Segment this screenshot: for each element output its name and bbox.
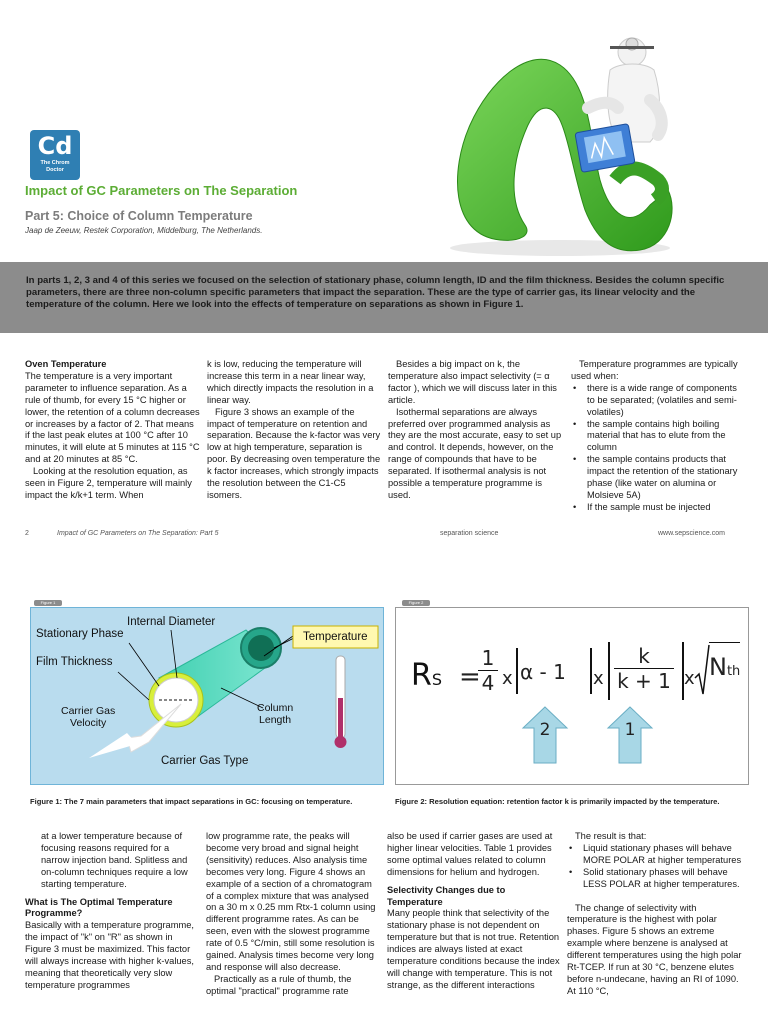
- paragraph: The temperature is a very important parameter to influence separation. As a rule of thumb, for every 15 °C higher or lower, the retention of a column decreases or increases by a factor of 2. That means if the last peak elutes at 100 °C after 10 minutes, it will elute at 5 minutes at 115 °C and at 20 minutes at 85 °C.: [25, 370, 200, 465]
- eq-n-term: Nth: [709, 642, 740, 681]
- paragraph: Looking at the resolution equation, as seen in Figure 2, temperature will mainly impact the k/k+1 term. When: [25, 466, 192, 500]
- figure-2-caption: Figure 2: Resolution equation: retention factor k is primarily impacted by the temperature.: [395, 797, 720, 806]
- label-column-length: Column Length: [257, 702, 294, 726]
- label-stationary-phase: Stationary Phase: [36, 628, 124, 640]
- list-item: • there is a wide range of components to be separated; (volatiles and semi-volatiles): [571, 383, 743, 419]
- label-film-thickness: Film Thickness: [36, 656, 113, 668]
- paragraph: at a lower temperature because of focusing reasons required for a narrow injection band. Splitless and on-column techniques require a low starting temperature.: [41, 831, 188, 889]
- p3-column-4: [567, 831, 745, 998]
- intro-text: In parts 1, 2, 3 and 4 of this series we focused on the selection of stationary phase, column length, ID and the film thickness. Besides the column specific parameters, there are three non-column specific parameters that impact the separation. These are the type of carrier gas, its linear velocity and the temperature of the column. Here we look into the effects of temperature on separations as shown in Figure 1.: [26, 275, 725, 310]
- section-heading: Oven Temperature: [25, 359, 107, 369]
- bullet-list: [571, 383, 743, 514]
- chrom-doctor-logo: Cd The Chrom Doctor: [30, 130, 80, 180]
- paragraph: Basically with a temperature programme, the impact of "k" on "R" as shown in Figure 3 must be maximized. This factor will always increase with higher k-values, meaning that theoretically very slow temperature programmes: [25, 920, 194, 990]
- article-title: Impact of GC Parameters on The Separation: [25, 183, 298, 198]
- page-number: 2: [25, 530, 29, 537]
- website-url: www.sepscience.com: [658, 530, 725, 537]
- arrow-label-2: 2: [539, 720, 551, 740]
- intro-band: [0, 262, 768, 333]
- eq-times-1: x: [502, 668, 513, 689]
- alpha-doctor-illustration: [440, 30, 700, 262]
- figure-2-tag: Figure 2: [402, 600, 430, 606]
- paragraph: also be used if carrier gases are used at higher linear velocities. Table 1 provides some optimal values related to column dimensions for helium and hydrogen.: [387, 831, 553, 877]
- paragraph: Practically as a rule of thumb, the optimal "practical" programme rate: [206, 973, 352, 996]
- running-title: Impact of GC Parameters on The Separation: Part 5: [57, 530, 219, 537]
- figure-1-tag: Figure 1: [34, 600, 62, 606]
- paragraph: Many people think that selectivity of the stationary phase is not dependent on temperature but that is not true. Retention indices are always listed at exact temperature conditions because the index will change with temperature. This is not strange, as the different interactions: [387, 908, 560, 990]
- paragraph: Temperature programmes are typically used when:: [571, 359, 738, 381]
- eq-equals: =: [459, 662, 481, 692]
- brand-name: separation science: [440, 530, 499, 537]
- eq-fraction: 1 4: [478, 646, 498, 695]
- p2-column-2: [207, 359, 382, 502]
- arrow-label-1: 1: [624, 720, 636, 740]
- eq-times-2: x: [593, 668, 604, 689]
- label-carrier-gas-type: Carrier Gas Type: [161, 755, 249, 767]
- p3-column-1: [25, 831, 200, 992]
- list-item: • Liquid stationary phases will behave MORE POLAR at higher temperatures: [567, 843, 745, 867]
- eq-rs: RS: [411, 658, 443, 693]
- figure-1-column-diagram: [30, 607, 384, 785]
- paragraph: Isothermal separations are always preferred over programmed analysis as they are the most accurate, easy to set up and control. It depends, however, on the range of compounds that have to be separated. If isothermal analysis is not possible a temperature programme is used.: [388, 406, 562, 500]
- label-internal-diameter: Internal Diameter: [127, 616, 216, 628]
- label-carrier-gas-velocity: Carrier Gas Velocity: [61, 705, 116, 729]
- sqrt-sign-icon: [694, 644, 710, 696]
- paragraph: The change of selectivity with temperature is the highest with polar phases. Figure 5 shows an extreme example where benzene is analysed at different temperatures using the high polar Rt-TCEP. If run at 30 °C, benzene elutes before n-undecane, having an RI of 1090. At 110 °C,: [567, 902, 742, 996]
- bullet-list: [567, 843, 745, 891]
- section-heading: Selectivity Changes due to Temperature: [387, 884, 506, 907]
- p3-column-2: [206, 831, 381, 998]
- list-item: • Solid stationary phases will behave LESS POLAR at higher temperatures.: [567, 867, 745, 891]
- paragraph: Figure 3 shows an example of the impact of temperature on retention and separation. Because the k-factor was very low at high temperature, separation is poor. By decreasing oven temperature the k factor increases, which strongly impacts the resolution between the C1-C5 isomers.: [207, 406, 381, 500]
- eq-times-3: x: [684, 668, 695, 689]
- paragraph: low programme rate, the peaks will become very broad and signal height (sensitivity) reduces. Also analysis time becomes very long. Figure 4 shows an example of a section of a chromatogram of a complex mixture that was analysed on a 30 m x 0.25 mm Rtx-1 column using different programme rates. As can be seen, even with the slowest programme rate of 0.5 °C/min, still some resolution is gained. Analysis times become very long and response will also decrease.: [206, 831, 376, 972]
- paragraph: The result is that:: [575, 831, 647, 841]
- list-item: • the sample contains products that impact the retention of the stationary phase (like water on alumina or Molsieve 5A): [571, 454, 743, 502]
- author-line: Jaap de Zeeuw, Restek Corporation, Middelburg, The Netherlands.: [25, 226, 263, 235]
- p2-column-4: [571, 359, 743, 514]
- eq-alpha-term: α - 1: [520, 660, 566, 684]
- label-temperature: Temperature: [303, 631, 368, 643]
- p2-column-3: [388, 359, 563, 502]
- list-item: • If the sample must be injected: [571, 502, 743, 514]
- paragraph: Besides a big impact on k, the temperature also impact selectivity (= α factor ), which we will discuss later in this article.: [388, 359, 557, 405]
- p3-column-3: [387, 831, 562, 992]
- figure-1-caption: Figure 1: The 7 main parameters that impact separations in GC: focusing on temperature.: [30, 797, 353, 806]
- section-heading: What is The Optimal Temperature Programme?: [25, 896, 173, 919]
- list-item: • the sample contains high boiling material that has to elute from the column: [571, 419, 743, 455]
- article-subtitle: Part 5: Choice of Column Temperature: [25, 209, 253, 223]
- figure-2-resolution-equation: [395, 607, 749, 785]
- eq-k-fraction: k k + 1: [614, 644, 674, 693]
- p2-column-1: [25, 359, 200, 502]
- paragraph: k is low, reducing the temperature will increase this term in a near linear way, which directly impacts the resolution in a linear way.: [207, 359, 374, 405]
